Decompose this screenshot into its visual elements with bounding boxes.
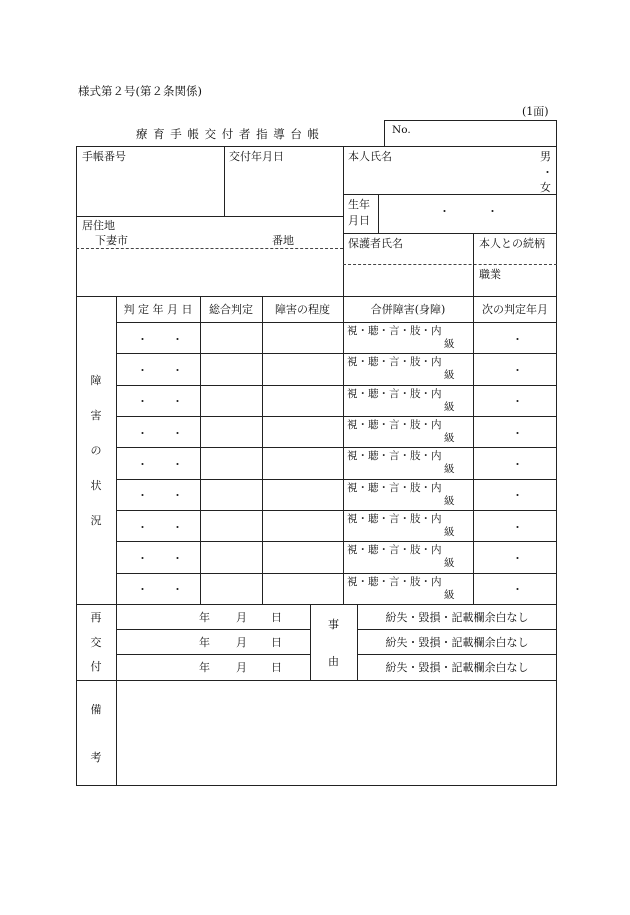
remarks-field[interactable] (117, 681, 556, 785)
year-label: 年 (199, 611, 210, 624)
male-label: 男 (540, 150, 551, 163)
no-label: No. (392, 124, 411, 136)
grade-label: 級 (444, 338, 455, 350)
grade-label: 級 (444, 369, 455, 382)
reissue-side-label: 交 (90, 636, 102, 649)
date-dot: ・ (172, 583, 183, 597)
col-next-judgment: 次の判定年月 (482, 303, 548, 316)
grade-label: 級 (444, 526, 455, 538)
date-dot: ・ (137, 426, 148, 440)
status-side-label: 害 (90, 409, 102, 422)
combined-disability-options: 視・聴・言・肢・内 (347, 450, 442, 463)
guardian-label: 保護者氏名 (348, 237, 403, 250)
table-row (117, 448, 557, 477)
date-dot: ・ (172, 520, 183, 534)
table-row (117, 542, 557, 571)
table-row (117, 511, 557, 540)
combined-disability-options: 視・聴・言・肢・内 (347, 544, 442, 557)
table-row (117, 354, 557, 383)
occupation-label: 職業 (479, 268, 501, 281)
next-date-dot: ・ (512, 332, 523, 346)
techo-number-label: 手帳番号 (82, 150, 126, 163)
day-label: 日 (271, 636, 282, 649)
reason-label: 由 (328, 655, 339, 668)
month-label: 月 (236, 611, 247, 624)
table-row (117, 323, 557, 352)
date-dot: ・ (172, 458, 183, 471)
status-side-label: 障 (90, 374, 102, 387)
next-date-dot: ・ (512, 364, 523, 377)
table-row (117, 574, 557, 603)
next-date-dot: ・ (512, 458, 523, 471)
date-dot: ・ (137, 489, 148, 503)
page-number: (1面) (522, 105, 549, 118)
col-judgment-date: 判 定 年 月 日 (123, 303, 193, 316)
combined-disability-options: 視・聴・言・肢・内 (347, 513, 442, 525)
gender-separator: ・ (542, 166, 553, 179)
date-dot: ・ (137, 395, 148, 409)
date-dot: ・ (137, 552, 148, 565)
col-degree: 障害の程度 (275, 303, 330, 316)
date-dot: ・ (137, 332, 148, 346)
city-label: 下妻市 (95, 234, 128, 247)
birth-date-dot: ・ (439, 205, 450, 218)
date-dot: ・ (172, 364, 183, 377)
combined-disability-options: 視・聴・言・肢・内 (347, 356, 442, 369)
remarks-side-label: 考 (90, 751, 102, 764)
col-combined-disability: 合併障害(身障) (370, 303, 446, 316)
combined-disability-options: 視・聴・言・肢・内 (347, 387, 442, 400)
year-label: 年 (199, 661, 210, 674)
date-dot: ・ (172, 395, 183, 409)
year-label: 年 (199, 636, 210, 649)
grade-label: 級 (444, 494, 455, 507)
birth-label-line2: 月日 (348, 214, 370, 227)
date-dot: ・ (172, 489, 183, 503)
combined-disability-options: 視・聴・言・肢・内 (347, 325, 442, 337)
grade-label: 級 (444, 463, 455, 476)
combined-disability-options: 視・聴・言・肢・内 (347, 481, 442, 494)
next-date-dot: ・ (512, 489, 523, 503)
issue-date-label: 交付年月日 (229, 150, 284, 163)
table-row (117, 386, 557, 415)
month-label: 月 (236, 636, 247, 649)
date-dot: ・ (137, 458, 148, 471)
date-dot: ・ (137, 583, 148, 597)
grade-label: 級 (444, 400, 455, 413)
date-dot: ・ (137, 520, 148, 534)
combined-disability-options: 視・聴・言・肢・内 (347, 419, 442, 431)
address-suffix-label: 番地 (272, 234, 294, 247)
reason-text: 紛失・毀損・記載欄余白なし (385, 661, 529, 674)
day-label: 日 (271, 661, 282, 674)
residence-label: 居住地 (82, 219, 115, 232)
next-date-dot: ・ (512, 583, 523, 597)
status-side-label: 況 (90, 514, 102, 527)
next-date-dot: ・ (512, 395, 523, 409)
reason-text: 紛失・毀損・記載欄余白なし (385, 611, 529, 624)
date-dot: ・ (137, 364, 148, 377)
date-dot: ・ (172, 332, 183, 346)
table-row (117, 417, 557, 446)
date-dot: ・ (172, 552, 183, 565)
month-label: 月 (236, 661, 247, 674)
combined-disability-options: 視・聴・言・肢・内 (347, 575, 442, 588)
name-label: 本人氏名 (348, 150, 392, 163)
date-dot: ・ (172, 426, 183, 440)
birth-label-line1: 生年 (348, 198, 370, 211)
status-side-label: 状 (90, 479, 102, 492)
next-date-dot: ・ (512, 520, 523, 534)
day-label: 日 (271, 611, 282, 624)
reissue-side-label: 再 (90, 611, 102, 624)
page-title: 療 育 手 帳 交 付 者 指 導 台 帳 (136, 127, 321, 141)
reason-label: 事 (328, 618, 339, 631)
remarks-side-label: 備 (90, 703, 102, 716)
female-label: 女 (540, 181, 551, 194)
status-side-label: の (90, 444, 102, 457)
next-date-dot: ・ (512, 426, 523, 440)
col-overall-judgment: 総合判定 (209, 303, 253, 316)
grade-label: 級 (444, 588, 455, 601)
next-date-dot: ・ (512, 552, 523, 565)
reissue-side-label: 付 (90, 660, 102, 673)
form-number: 様式第２号(第２条関係) (78, 84, 202, 98)
birth-date-dot: ・ (487, 205, 498, 218)
relation-label: 本人との続柄 (479, 237, 545, 250)
reason-text: 紛失・毀損・記載欄余白なし (385, 636, 529, 649)
grade-label: 級 (444, 557, 455, 570)
table-row (117, 480, 557, 509)
grade-label: 級 (444, 432, 455, 444)
